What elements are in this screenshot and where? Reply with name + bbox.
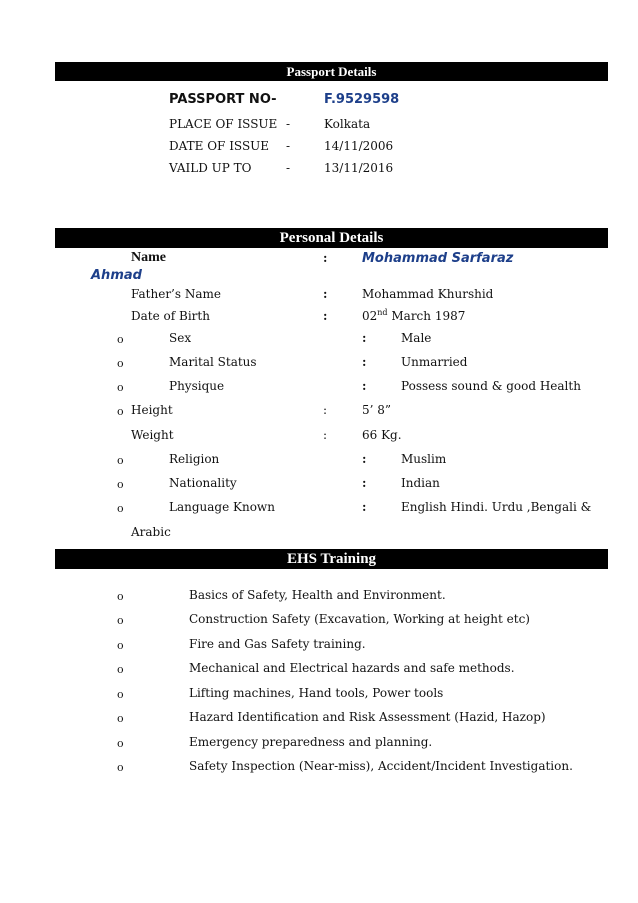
height-colon: : — [323, 403, 328, 417]
ehs-bullet: o — [117, 663, 124, 676]
list-item: Construction Safety (Excavation, Working at height etc) — [189, 612, 530, 626]
sex-bullet: o — [117, 333, 124, 346]
weight-colon: : — [323, 428, 328, 442]
passport-details-header: Passport Details — [55, 62, 608, 81]
list-item: Emergency preparedness and planning. — [189, 735, 433, 749]
place-of-issue-value: Kolkata — [324, 117, 371, 131]
sex-colon: : — [362, 331, 367, 345]
date-of-issue-value: 14/11/2006 — [324, 139, 394, 153]
list-item: Fire and Gas Safety training. — [189, 637, 366, 651]
physique-colon: : — [362, 379, 367, 393]
valid-up-to-sep: - — [286, 161, 291, 175]
list-item: Safety Inspection (Near-miss), Accident/Incident Investigation. — [189, 759, 573, 773]
language-value-continued: Arabic — [131, 525, 171, 539]
marital-bullet: o — [117, 357, 124, 370]
religion-label: Religion — [169, 452, 220, 466]
marital-status-value: Unmarried — [401, 355, 468, 369]
list-item: Hazard Identification and Risk Assessment (Hazid, Hazop) — [189, 710, 546, 724]
name-value: Mohammad Sarfaraz — [362, 251, 514, 266]
height-value: 5’ 8” — [362, 403, 392, 417]
language-bullet: o — [117, 502, 124, 515]
nationality-label: Nationality — [169, 476, 237, 490]
list-item: Lifting machines, Hand tools, Power tools — [189, 686, 444, 700]
dob-label: Date of Birth — [131, 309, 210, 323]
passport-number-label: PASSPORT NO- — [169, 92, 277, 107]
list-item: Mechanical and Electrical hazards and safe methods. — [189, 661, 515, 675]
nationality-colon: : — [362, 476, 367, 490]
dob-colon: : — [323, 309, 328, 323]
marital-status-label: Marital Status — [169, 355, 257, 369]
place-of-issue-label: PLACE OF ISSUE — [169, 117, 278, 131]
language-label: Language Known — [169, 500, 275, 514]
nationality-bullet: o — [117, 478, 124, 491]
weight-value: 66 Kg. — [362, 428, 402, 442]
place-of-issue-sep: - — [286, 117, 291, 131]
sex-label: Sex — [169, 331, 192, 345]
ehs-training-header: EHS Training — [55, 549, 608, 569]
height-label: Height — [131, 403, 173, 417]
name-label: Name — [131, 250, 166, 265]
personal-details-header: Personal Details — [55, 228, 608, 248]
ehs-bullet: o — [117, 761, 124, 774]
dob-suffix: nd — [377, 308, 388, 317]
language-value: English Hindi. Urdu ,Bengali & — [401, 500, 592, 514]
language-colon: : — [362, 500, 367, 514]
ehs-bullet: o — [117, 737, 124, 750]
religion-bullet: o — [117, 454, 124, 467]
passport-number-value: F.9529598 — [324, 92, 400, 107]
ehs-bullet: o — [117, 712, 124, 725]
ehs-bullet: o — [117, 639, 124, 652]
physique-bullet: o — [117, 381, 124, 394]
religion-colon: : — [362, 452, 367, 466]
religion-value: Muslim — [401, 452, 447, 466]
list-item: Basics of Safety, Health and Environment. — [189, 588, 446, 602]
physique-label: Physique — [169, 379, 225, 393]
father-name-value: Mohammad Khurshid — [362, 287, 494, 301]
name-value-continued: Ahmad — [91, 268, 142, 283]
date-of-issue-sep: - — [286, 139, 291, 153]
sex-value: Male — [401, 331, 432, 345]
father-name-colon: : — [323, 287, 328, 301]
ehs-bullet: o — [117, 688, 124, 701]
valid-up-to-label: VAILD UP TO — [169, 161, 252, 175]
ehs-bullet: o — [117, 614, 124, 627]
dob-day: 02 — [362, 309, 378, 323]
height-bullet: o — [117, 405, 124, 418]
weight-label: Weight — [131, 428, 174, 442]
dob-value — [362, 309, 465, 323]
nationality-value: Indian — [401, 476, 440, 490]
valid-up-to-value: 13/11/2016 — [324, 161, 394, 175]
date-of-issue-label: DATE OF ISSUE — [169, 139, 270, 153]
physique-value: Possess sound & good Health — [401, 379, 581, 393]
dob-month-year: March 1987 — [387, 309, 466, 323]
name-colon: : — [323, 251, 328, 265]
father-name-label: Father’s Name — [131, 287, 221, 301]
marital-status-colon: : — [362, 355, 367, 369]
ehs-bullet: o — [117, 590, 124, 603]
